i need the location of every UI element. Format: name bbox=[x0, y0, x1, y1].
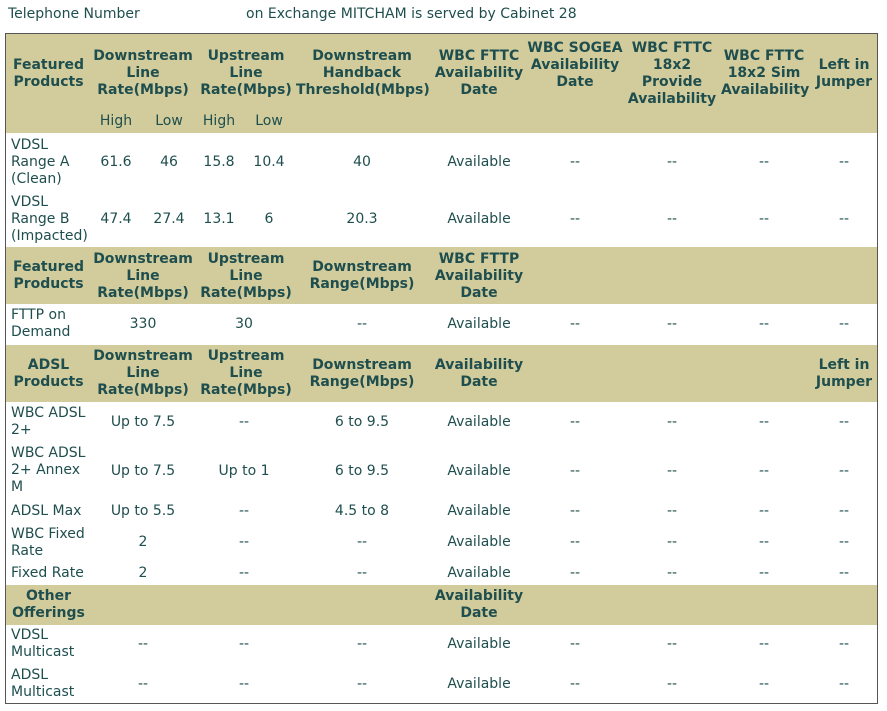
cell-col7: -- bbox=[666, 676, 678, 692]
cell-range: -- bbox=[356, 534, 368, 550]
cell-jumper: -- bbox=[838, 154, 850, 170]
cell-us-high: 13.1 bbox=[203, 211, 235, 227]
cell-downstream: 2 bbox=[138, 565, 148, 581]
col-header-left-in-jumper: Left in Jumper bbox=[815, 357, 873, 390]
col-header-other-offerings: Other Offerings bbox=[12, 588, 85, 621]
cell-col7: -- bbox=[666, 565, 678, 581]
cell-sim: -- bbox=[758, 211, 770, 227]
cell-downstream: 330 bbox=[129, 316, 157, 332]
cell-upstream: -- bbox=[238, 636, 250, 652]
col-header-upstream-line-rate: Upstream Line Rate(Mbps) bbox=[200, 348, 292, 398]
col-header-downstream-line-rate: Downstream Line Rate(Mbps) bbox=[93, 348, 193, 398]
cell-downstream: -- bbox=[137, 676, 149, 692]
cell-ds-low: 27.4 bbox=[153, 211, 185, 227]
adsl-rows bbox=[6, 402, 877, 585]
col-header-featured-products: Featured Products bbox=[12, 57, 85, 90]
row-label: WBC Fixed Rate bbox=[11, 526, 85, 559]
cell-col6: -- bbox=[569, 534, 581, 550]
cell-availability: Available bbox=[447, 316, 511, 332]
cell-availability: Available bbox=[447, 534, 511, 550]
cell-availability: Available bbox=[447, 676, 511, 692]
col-header-wbc-fttc-availability-date: WBC FTTC Availability Date bbox=[434, 48, 524, 98]
cell-col6: -- bbox=[569, 414, 581, 430]
col-header-downstream-line-rate: Downstream Line Rate(Mbps) bbox=[93, 48, 193, 98]
cell-fttc-availability: Available bbox=[447, 154, 511, 170]
fttp-rows bbox=[6, 304, 877, 345]
exchange-cabinet-text: on Exchange MITCHAM is served by Cabinet 28 bbox=[246, 6, 577, 22]
cell-col8: -- bbox=[758, 676, 770, 692]
col-header-downstream-handback-threshold: Downstream Handback Threshold(Mbps) bbox=[296, 48, 430, 98]
cell-col9: -- bbox=[838, 676, 850, 692]
col-header-wbc-fttc-18x2-sim: WBC FTTC 18x2 Sim Availability bbox=[721, 48, 810, 98]
cell-ds-high: 61.6 bbox=[100, 154, 132, 170]
cell-sim: -- bbox=[758, 154, 770, 170]
cell-col9: -- bbox=[838, 534, 850, 550]
cell-upstream: -- bbox=[238, 503, 250, 519]
other-rows bbox=[6, 625, 877, 703]
row-label: Fixed Rate bbox=[11, 565, 84, 581]
cell-range: 6 to 9.5 bbox=[334, 463, 390, 479]
cell-col6: -- bbox=[569, 636, 581, 652]
cell-col9: -- bbox=[838, 636, 850, 652]
cell-col6: -- bbox=[569, 565, 581, 581]
cell-col7: -- bbox=[666, 316, 678, 332]
vdsl-rows bbox=[6, 133, 877, 247]
cell-col8: -- bbox=[758, 565, 770, 581]
cell-downstream: Up to 7.5 bbox=[110, 463, 176, 479]
cell-sogea: -- bbox=[569, 154, 581, 170]
cell-availability: Available bbox=[447, 636, 511, 652]
cell-availability: Available bbox=[447, 565, 511, 581]
cell-col6: -- bbox=[569, 463, 581, 479]
cell-downstream: Up to 5.5 bbox=[110, 503, 176, 519]
cell-col9: -- bbox=[838, 503, 850, 519]
cell-range: 6 to 9.5 bbox=[334, 414, 390, 430]
cell-downstream: -- bbox=[137, 636, 149, 652]
cell-col9: -- bbox=[838, 565, 850, 581]
col-header-downstream-range: Downstream Range(Mbps) bbox=[309, 357, 415, 390]
cell-sogea: -- bbox=[569, 211, 581, 227]
cell-col8: -- bbox=[758, 316, 770, 332]
cell-col6: -- bbox=[569, 316, 581, 332]
vdsl-header-band bbox=[6, 34, 877, 133]
cell-col8: -- bbox=[758, 463, 770, 479]
row-label: ADSL Multicast bbox=[11, 667, 75, 700]
row-label: WBC ADSL 2+ bbox=[11, 405, 86, 438]
row-label: WBC ADSL 2+ Annex M bbox=[11, 445, 86, 495]
cell-range: -- bbox=[356, 636, 368, 652]
cell-col7: -- bbox=[666, 503, 678, 519]
cell-availability: Available bbox=[447, 463, 511, 479]
subheader-us-high: High bbox=[202, 113, 236, 129]
cell-range: 4.5 to 8 bbox=[334, 503, 390, 519]
cell-col8: -- bbox=[758, 503, 770, 519]
cell-upstream: -- bbox=[238, 534, 250, 550]
cell-threshold: 40 bbox=[353, 154, 371, 170]
cell-fttc-availability: Available bbox=[447, 211, 511, 227]
row-label: VDSL Range B (Impacted) bbox=[11, 194, 88, 244]
col-header-availability-date: Availability Date bbox=[434, 588, 524, 621]
col-header-availability-date: Availability Date bbox=[434, 357, 524, 390]
row-label: VDSL Range A (Clean) bbox=[11, 137, 70, 187]
fttp-header-band bbox=[6, 247, 877, 304]
cell-upstream: Up to 1 bbox=[218, 463, 270, 479]
cell-ds-low: 46 bbox=[160, 154, 178, 170]
col-header-wbc-sogea-availability-date: WBC SOGEA Availability Date bbox=[527, 40, 623, 90]
row-label: FTTP on Demand bbox=[11, 307, 71, 340]
col-header-featured-products: Featured Products bbox=[12, 259, 85, 292]
availability-table bbox=[5, 33, 878, 704]
cell-upstream: -- bbox=[238, 414, 250, 430]
col-header-wbc-fttc-18x2-provide: WBC FTTC 18x2 Provide Availability bbox=[627, 40, 717, 107]
col-header-adsl-products: ADSL Products bbox=[13, 357, 84, 390]
subheader-us-low: Low bbox=[255, 113, 283, 129]
cell-us-low: 6 bbox=[264, 211, 274, 227]
col-header-downstream-line-rate: Downstream Line Rate(Mbps) bbox=[93, 251, 193, 301]
col-header-upstream-line-rate: Upstream Line Rate(Mbps) bbox=[200, 251, 292, 301]
subheader-ds-high: High bbox=[99, 113, 133, 129]
cell-col9: -- bbox=[838, 463, 850, 479]
cell-jumper: -- bbox=[838, 211, 850, 227]
cell-col7: -- bbox=[666, 534, 678, 550]
cell-provide: -- bbox=[666, 154, 678, 170]
cell-provide: -- bbox=[666, 211, 678, 227]
cell-col7: -- bbox=[666, 414, 678, 430]
telephone-number-label: Telephone Number bbox=[8, 6, 140, 22]
cell-threshold: 20.3 bbox=[346, 211, 378, 227]
cell-us-high: 15.8 bbox=[203, 154, 235, 170]
cell-availability: Available bbox=[447, 414, 511, 430]
cell-upstream: 30 bbox=[235, 316, 253, 332]
col-header-upstream-line-rate: Upstream Line Rate(Mbps) bbox=[200, 48, 292, 98]
cell-downstream: 2 bbox=[138, 534, 148, 550]
cell-range: -- bbox=[356, 316, 368, 332]
other-header-band bbox=[6, 585, 877, 625]
cell-col9: -- bbox=[838, 414, 850, 430]
cell-ds-high: 47.4 bbox=[100, 211, 132, 227]
cell-col9: -- bbox=[838, 316, 850, 332]
cell-upstream: -- bbox=[238, 565, 250, 581]
cell-col7: -- bbox=[666, 636, 678, 652]
subheader-ds-low: Low bbox=[155, 113, 183, 129]
row-label: ADSL Max bbox=[11, 503, 82, 519]
cell-availability: Available bbox=[447, 503, 511, 519]
col-header-wbc-fttp-availability-date: WBC FTTP Availability Date bbox=[434, 251, 524, 301]
cell-col8: -- bbox=[758, 534, 770, 550]
cell-col8: -- bbox=[758, 414, 770, 430]
col-header-downstream-range: Downstream Range(Mbps) bbox=[309, 259, 415, 292]
cell-range: -- bbox=[356, 676, 368, 692]
cell-upstream: -- bbox=[238, 676, 250, 692]
adsl-header-band bbox=[6, 345, 877, 402]
cell-downstream: Up to 7.5 bbox=[110, 414, 176, 430]
cell-col6: -- bbox=[569, 676, 581, 692]
cell-col7: -- bbox=[666, 463, 678, 479]
cell-us-low: 10.4 bbox=[253, 154, 285, 170]
col-header-left-in-jumper: Left in Jumper bbox=[815, 57, 873, 90]
cell-col6: -- bbox=[569, 503, 581, 519]
cell-col8: -- bbox=[758, 636, 770, 652]
row-label: VDSL Multicast bbox=[11, 627, 75, 660]
cell-range: -- bbox=[356, 565, 368, 581]
